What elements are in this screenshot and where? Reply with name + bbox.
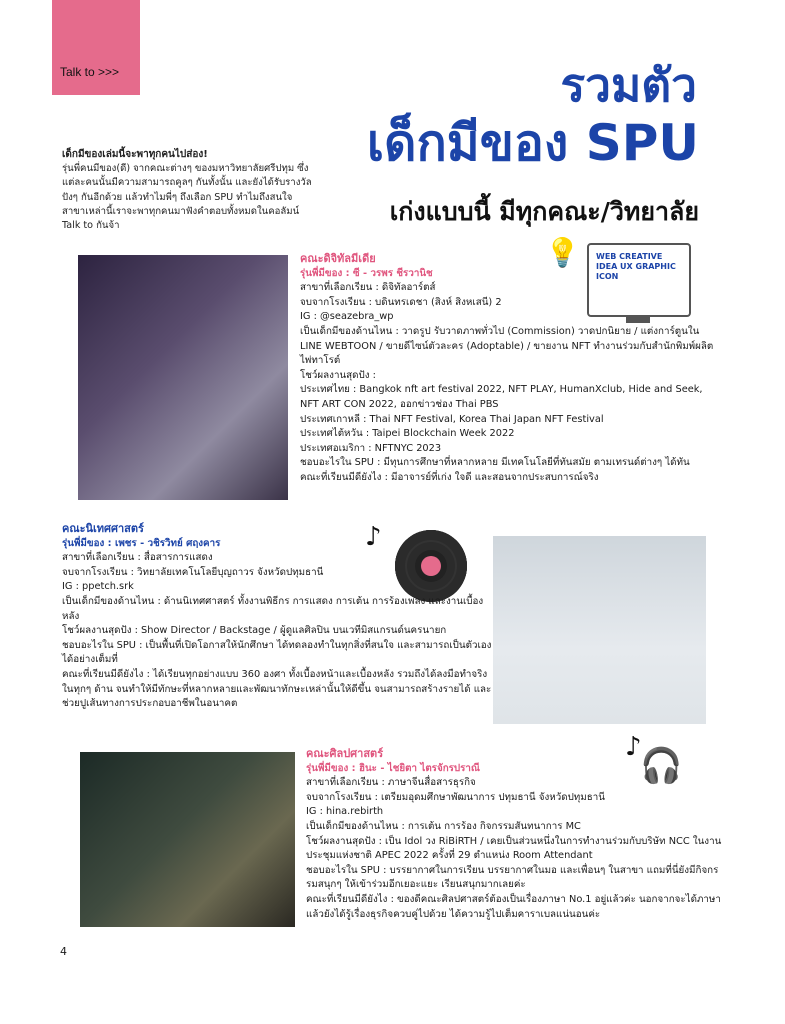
faculty-name: คณะดิจิทัลมีเดีย [300, 252, 376, 265]
faculty-name: คณะศิลปศาสตร์ [306, 747, 384, 760]
info-line: คณะที่เรียนมีดียังไง : ได้เรียนทุกอย่างแบบ 360 องศา ทั้งเบื้องหน้าและเบื้องหลัง รวมถึงได้ลงมือทำจริงในทุกๆ ด้าน จนทำให้มีทักษะที่หลากหลายและพัฒนาทักษะเหล่านั้นให้ดีขึ้น จนสามารถสร้างรายได้ และช่วยปูเส้นทางการประกอบอาชีพในอนาคต [62, 668, 492, 710]
info-line: สาขาที่เลือกเรียน : สื่อสารการแสดง [62, 552, 213, 564]
info-line: ชอบอะไรใน SPU : บรรยากาศในการเรียน บรรยากาศในมอ และเพื่อนๆ ในสาขา แถมที่นี่ยังมีกิจกรรมสนุกๆ ให้เข้าร่วมอีกเยอะแยะ เรียนสนุกมากเลยค่ะ [306, 864, 719, 891]
senior-name: รุ่นพี่มีของ : เพชร - วชิรวิทย์ ศฤงคาร [62, 537, 221, 549]
page-number: 4 [60, 945, 67, 958]
faculty-name: คณะนิเทศศาสตร์ [62, 522, 144, 535]
page-title-line1: รวมตัว [560, 58, 697, 112]
intro-body: รุ่นพี่คนมีของ(ดี) จากคณะต่างๆ ของมหาวิทยาลัยศรีปทุม ซึ่งแต่ละคนนั้นมีความสามารถคูลๆ กันทั้งนั้น และยังได้รับรางวัลปังๆ กันอีกด้วย แล้วทำไมพี่ๆ ถึงเลือก SPU ทำไมถึงสนใจสาขาเหล่านี้เราจะพาทุกคนมาฟังคำตอบทั้งหมดในคอลัมน์ Talk to กันจ้า [62, 163, 312, 232]
info-line: คณะที่เรียนมีดียังไง : มีอาจารย์ที่เก่ง ใจดี และสอนจากประสบการณ์จริง [300, 471, 599, 483]
section-communication-arts [62, 522, 492, 712]
info-line: โชว์ผลงานสุดปัง : เป็น Idol วง RiBiRTH / เคยเป็นส่วนหนึ่งในการทำงานร่วมกับบริษัท NCC ในงานประชุมแห่งชาติ APEC 2022 ครั้งที่ 29 ตำแหน่ง Room Attendant [306, 835, 722, 862]
info-line: ประเทศเกาหลี : Thai NFT Festival, Korea Thai Japan NFT Festival [300, 413, 604, 425]
monitor-text: WEB CREATIVE IDEA UX GRAPHIC ICON [596, 252, 676, 281]
info-line: เป็นเด็กมีของด้านไหน : ด้านนิเทศศาสตร์ ทั้งงานพิธีกร การแสดง การเต้น การร้องเพลง และงานเบื้องหลัง [62, 595, 484, 622]
photo-student-3 [80, 752, 295, 927]
info-line: เป็นเด็กมีของด้านไหน : การเต้น การร้อง กิจกรรมสันทนาการ MC [306, 820, 581, 832]
photo-student-2 [493, 536, 706, 724]
info-line: IG : ppetch.srk [62, 581, 134, 593]
photo-student-1 [78, 255, 288, 500]
lightbulb-icon: 💡 [545, 236, 580, 269]
headphones-icon: 🎧 [640, 746, 683, 786]
info-line: เป็นเด็กมีของด้านไหน : วาดรูป รับวาดภาพทั่วไป (Commission) วาดปกนิยาย / แต่งการ์ตูนใน LINE WEBTOON / ขายดีไซน์ตัวละคร (Adoptable) / ขายงาน NFT ทำงานร่วมกับสำนักพิมพ์ผลิตไพ่ทาโรต์ [300, 325, 714, 367]
page-subtitle: เก่งแบบนี้ มีทุกคณะ/วิทยาลัย [389, 197, 699, 226]
info-line: โชว์ผลงานสุดปัง : [300, 369, 376, 381]
info-line: โชว์ผลงานสุดปัง : Show Director / Backstage / ผู้ดูแลศิลปิน บนเวทีมิสแกรนด์นครนายก [62, 625, 447, 637]
info-line: ประเทศไทย : Bangkok nft art festival 2022, NFT PLAY, HumanXclub, Hide and Seek, NFT ART CON 2022, ออกข่าวช่อง Thai PBS [300, 384, 703, 410]
section-digital-media [300, 252, 720, 486]
section-liberal-arts [306, 747, 726, 922]
info-line: สาขาที่เลือกเรียน : ดิจิทัลอาร์ตส์ [300, 282, 436, 294]
info-line: สาขาที่เลือกเรียน : ภาษาจีนสื่อสารธุรกิจ [306, 777, 476, 789]
tab-label: Talk to >>> [60, 65, 120, 79]
info-line: IG : @seazebra_wp [300, 311, 394, 323]
intro-block [62, 148, 312, 233]
music-note-icon: ♪ [365, 522, 382, 552]
info-line: ชอบอะไรใน SPU : เป็นพื้นที่เปิดโอกาสให้นักศึกษา ได้ทดลองทำในทุกสิ่งที่สนใจ และสามารถเป็นตัวเองได้อย่างเต็มที่ [62, 639, 492, 666]
info-line: จบจากโรงเรียน : วิทยาลัยเทคโนโลยีบุญถาวร จังหวัดปทุมธานี [62, 566, 324, 578]
info-line: ชอบอะไรใน SPU : มีทุนการศึกษาที่หลากหลาย มีเทคโนโลยีที่ทันสมัย ตามเทรนด์ต่างๆ ได้ทัน [300, 457, 690, 469]
info-line: IG : hina.rebirth [306, 806, 384, 818]
senior-name: รุ่นพี่มีของ : ฮินะ - ไชยิตา ไตรจักรปราณี [306, 762, 480, 774]
music-note-icon: ♪ [625, 732, 642, 762]
intro-heading: เด็กมีของเล่มนี้จะพาทุกคนไปส่อง! [62, 149, 208, 160]
talk-to-tab [52, 0, 140, 95]
info-line: ประเทศไต้หวัน : Taipei Blockchain Week 2022 [300, 428, 515, 440]
info-line: คณะที่เรียนมีดียังไง : ของดีคณะศิลปศาสตร์ต้องเป็นเรื่องภาษา No.1 อยู่แล้วค่ะ นอกจากจะได้ภาษาแล้วยังได้รู้เรื่องธุรกิจควบคู่ไปด้วย ได้ความรู้ไปเต็มคาราเบลแน่นอนค่ะ [306, 893, 721, 920]
senior-name: รุ่นพี่มีของ : ซี - วรพร ชีรวานิช [300, 267, 433, 279]
info-line: จบจากโรงเรียน : บดินทรเดชา (สิงห์ สิงหเสนี) 2 [300, 296, 502, 308]
info-line: จบจากโรงเรียน : เตรียมอุดมศึกษาพัฒนาการ ปทุมธานี จังหวัดปทุมธานี [306, 791, 605, 803]
page-title-line2: เด็กมีของ SPU [366, 114, 699, 172]
info-line: ประเทศอเมริกา : NFTNYC 2023 [300, 442, 442, 454]
